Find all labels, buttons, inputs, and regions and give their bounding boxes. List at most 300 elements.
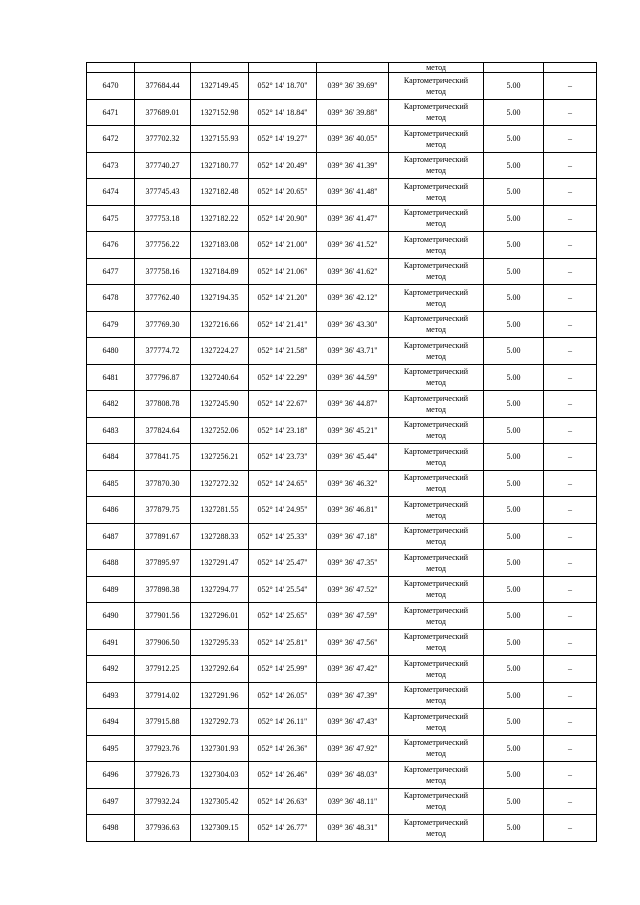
longitude-cell: 039° 36' 47.56"	[317, 629, 389, 656]
latitude-cell: 052° 14' 23.18"	[249, 417, 317, 444]
method-cell	[389, 285, 484, 312]
latitude-cell: 052° 14' 26.63"	[249, 788, 317, 815]
latitude-cell: 052° 14' 25.54"	[249, 576, 317, 603]
y-coordinate-cell: 1327281.55	[191, 497, 249, 524]
point-number-cell: 6490	[87, 603, 135, 630]
x-coordinate-cell: 377932.24	[135, 788, 191, 815]
accuracy-cell: 5.00	[484, 444, 544, 471]
table-row	[87, 629, 597, 656]
point-number-cell: 6484	[87, 444, 135, 471]
y-coordinate-cell: 1327224.27	[191, 338, 249, 365]
accuracy-cell: 5.00	[484, 709, 544, 736]
table-row	[87, 417, 597, 444]
method-line-1: Картометрический	[403, 420, 469, 430]
accuracy-cell: 5.00	[484, 735, 544, 762]
accuracy-cell: 5.00	[484, 682, 544, 709]
table-row	[87, 762, 597, 789]
latitude-cell: 052° 14' 25.33"	[249, 523, 317, 550]
method-cell	[389, 152, 484, 179]
note-cell: –	[544, 285, 597, 312]
method-line-1: Картометрический	[403, 393, 469, 403]
longitude-cell: 039° 36' 47.42"	[317, 656, 389, 683]
table-row	[87, 285, 597, 312]
method-line-1: Картометрический	[403, 75, 469, 85]
longitude-cell: 039° 36' 39.69"	[317, 73, 389, 100]
note-cell: –	[544, 126, 597, 153]
method-line-2: метод	[426, 139, 446, 149]
longitude-cell: 039° 36' 41.39"	[317, 152, 389, 179]
method-line-2: метод	[426, 86, 446, 96]
cell-empty	[135, 63, 191, 73]
table-row	[87, 152, 597, 179]
accuracy-cell: 5.00	[484, 576, 544, 603]
longitude-cell: 039° 36' 47.59"	[317, 603, 389, 630]
point-number-cell: 6492	[87, 656, 135, 683]
method-line-2: метод	[426, 643, 446, 653]
longitude-cell: 039° 36' 45.44"	[317, 444, 389, 471]
note-cell: –	[544, 762, 597, 789]
x-coordinate-cell: 377912.25	[135, 656, 191, 683]
method-line-1: Картометрический	[403, 711, 469, 721]
latitude-cell: 052° 14' 24.95"	[249, 497, 317, 524]
method-line-1: Картометрический	[403, 473, 469, 483]
method-cell	[389, 179, 484, 206]
x-coordinate-cell: 377870.30	[135, 470, 191, 497]
longitude-cell: 039° 36' 43.71"	[317, 338, 389, 365]
longitude-cell: 039° 36' 47.35"	[317, 550, 389, 577]
table-row	[87, 815, 597, 842]
coordinates-table	[86, 62, 597, 842]
note-cell: –	[544, 258, 597, 285]
latitude-cell: 052° 14' 20.90"	[249, 205, 317, 232]
x-coordinate-cell: 377901.56	[135, 603, 191, 630]
method-line-1: Картометрический	[403, 499, 469, 509]
accuracy-cell: 5.00	[484, 603, 544, 630]
method-cell	[389, 417, 484, 444]
longitude-cell: 039° 36' 41.52"	[317, 232, 389, 259]
longitude-cell: 039° 36' 48.11"	[317, 788, 389, 815]
method-cell	[389, 815, 484, 842]
note-cell: –	[544, 629, 597, 656]
note-cell: –	[544, 815, 597, 842]
cell-empty	[544, 63, 597, 73]
point-number-cell: 6471	[87, 99, 135, 126]
x-coordinate-cell: 377808.78	[135, 391, 191, 418]
method-cell	[389, 603, 484, 630]
point-number-cell: 6477	[87, 258, 135, 285]
latitude-cell: 052° 14' 21.00"	[249, 232, 317, 259]
method-line-1: Картометрический	[403, 314, 469, 324]
accuracy-cell: 5.00	[484, 656, 544, 683]
method-line-2: метод	[426, 298, 446, 308]
table-row	[87, 788, 597, 815]
x-coordinate-cell: 377906.50	[135, 629, 191, 656]
method-line-2: метод	[426, 563, 446, 573]
method-line-1: Картометрический	[403, 340, 469, 350]
method-line-2: метод	[426, 775, 446, 785]
x-coordinate-cell: 377762.40	[135, 285, 191, 312]
point-number-cell: 6475	[87, 205, 135, 232]
method-cell	[389, 444, 484, 471]
method-line-1: Картометрический	[403, 738, 469, 748]
method-line-2: метод	[426, 802, 446, 812]
method-cell	[389, 656, 484, 683]
y-coordinate-cell: 1327155.93	[191, 126, 249, 153]
cell-empty	[484, 63, 544, 73]
latitude-cell: 052° 14' 23.73"	[249, 444, 317, 471]
method-cell	[389, 311, 484, 338]
method-line-2: метод	[426, 669, 446, 679]
accuracy-cell: 5.00	[484, 338, 544, 365]
x-coordinate-cell: 377923.76	[135, 735, 191, 762]
latitude-cell: 052° 14' 22.29"	[249, 364, 317, 391]
cell-empty	[317, 63, 389, 73]
table-row	[87, 550, 597, 577]
latitude-cell: 052° 14' 18.84"	[249, 99, 317, 126]
method-cell	[389, 629, 484, 656]
method-cell	[389, 232, 484, 259]
method-line-1: Картометрический	[403, 155, 469, 165]
y-coordinate-cell: 1327301.93	[191, 735, 249, 762]
longitude-cell: 039° 36' 47.92"	[317, 735, 389, 762]
y-coordinate-cell: 1327296.01	[191, 603, 249, 630]
note-cell: –	[544, 338, 597, 365]
method-line-2: метод	[426, 166, 446, 176]
note-cell: –	[544, 682, 597, 709]
x-coordinate-cell: 377684.44	[135, 73, 191, 100]
method-cell	[389, 497, 484, 524]
accuracy-cell: 5.00	[484, 364, 544, 391]
cell-empty	[249, 63, 317, 73]
cell-empty	[87, 63, 135, 73]
method-line-1: Картометрический	[403, 446, 469, 456]
method-line-2: метод	[426, 113, 446, 123]
accuracy-cell: 5.00	[484, 417, 544, 444]
point-number-cell: 6478	[87, 285, 135, 312]
method-line-1: Картометрический	[403, 685, 469, 695]
y-coordinate-cell: 1327152.98	[191, 99, 249, 126]
x-coordinate-cell: 377915.88	[135, 709, 191, 736]
note-cell: –	[544, 550, 597, 577]
method-line-2: метод	[426, 696, 446, 706]
longitude-cell: 039° 36' 46.32"	[317, 470, 389, 497]
note-cell: –	[544, 497, 597, 524]
method-line-2: метод	[426, 272, 446, 282]
method-line-1: Картометрический	[403, 579, 469, 589]
method-cell	[389, 99, 484, 126]
point-number-cell: 6497	[87, 788, 135, 815]
table-body	[87, 63, 597, 842]
note-cell: –	[544, 417, 597, 444]
point-number-cell: 6473	[87, 152, 135, 179]
method-cell	[389, 576, 484, 603]
point-number-cell: 6485	[87, 470, 135, 497]
table-row	[87, 497, 597, 524]
accuracy-cell: 5.00	[484, 391, 544, 418]
x-coordinate-cell: 377898.38	[135, 576, 191, 603]
method-cell	[389, 709, 484, 736]
longitude-cell: 039° 36' 47.18"	[317, 523, 389, 550]
y-coordinate-cell: 1327292.73	[191, 709, 249, 736]
method-line-1: Картометрический	[403, 526, 469, 536]
method-cell	[389, 364, 484, 391]
x-coordinate-cell: 377796.87	[135, 364, 191, 391]
table-row	[87, 179, 597, 206]
method-line-2: метод	[426, 431, 446, 441]
table-row	[87, 656, 597, 683]
table-row	[87, 523, 597, 550]
latitude-cell: 052° 14' 26.77"	[249, 815, 317, 842]
y-coordinate-cell: 1327291.96	[191, 682, 249, 709]
method-line-1: Картометрический	[403, 128, 469, 138]
method-line-2: метод	[426, 484, 446, 494]
method-line-2: метод	[426, 510, 446, 520]
latitude-cell: 052° 14' 21.58"	[249, 338, 317, 365]
longitude-cell: 039° 36' 48.03"	[317, 762, 389, 789]
method-line-1: Картометрический	[403, 208, 469, 218]
y-coordinate-cell: 1327256.21	[191, 444, 249, 471]
x-coordinate-cell: 377936.63	[135, 815, 191, 842]
table-row	[87, 338, 597, 365]
longitude-cell: 039° 36' 48.31"	[317, 815, 389, 842]
y-coordinate-cell: 1327295.33	[191, 629, 249, 656]
point-number-cell: 6488	[87, 550, 135, 577]
method-line-1: Картометрический	[403, 552, 469, 562]
x-coordinate-cell: 377689.01	[135, 99, 191, 126]
method-cell	[389, 523, 484, 550]
table-row	[87, 709, 597, 736]
method-cell	[389, 682, 484, 709]
accuracy-cell: 5.00	[484, 470, 544, 497]
latitude-cell: 052° 14' 25.65"	[249, 603, 317, 630]
note-cell: –	[544, 603, 597, 630]
latitude-cell: 052° 14' 26.05"	[249, 682, 317, 709]
longitude-cell: 039° 36' 41.47"	[317, 205, 389, 232]
method-cell	[389, 73, 484, 100]
latitude-cell: 052° 14' 20.49"	[249, 152, 317, 179]
method-cell	[389, 470, 484, 497]
method-line-2: метод	[426, 616, 446, 626]
table-row	[87, 470, 597, 497]
longitude-cell: 039° 36' 44.87"	[317, 391, 389, 418]
method-line-2: метод	[426, 219, 446, 229]
note-cell: –	[544, 391, 597, 418]
y-coordinate-cell: 1327216.66	[191, 311, 249, 338]
latitude-cell: 052° 14' 26.11"	[249, 709, 317, 736]
longitude-cell: 039° 36' 44.59"	[317, 364, 389, 391]
accuracy-cell: 5.00	[484, 126, 544, 153]
method-line-1: Картометрический	[403, 658, 469, 668]
method-line-1: Картометрический	[403, 234, 469, 244]
table-row	[87, 99, 597, 126]
method-line-2: метод	[426, 457, 446, 467]
longitude-cell: 039° 36' 40.05"	[317, 126, 389, 153]
accuracy-cell: 5.00	[484, 285, 544, 312]
y-coordinate-cell: 1327309.15	[191, 815, 249, 842]
table-row	[87, 364, 597, 391]
method-line-1: Картометрический	[403, 764, 469, 774]
method-cell	[389, 258, 484, 285]
method-line-1: Картометрический	[403, 261, 469, 271]
y-coordinate-cell: 1327183.08	[191, 232, 249, 259]
longitude-cell: 039° 36' 47.39"	[317, 682, 389, 709]
note-cell: –	[544, 311, 597, 338]
note-cell: –	[544, 179, 597, 206]
longitude-cell: 039° 36' 41.48"	[317, 179, 389, 206]
method-line-1: Картометрический	[403, 605, 469, 615]
latitude-cell: 052° 14' 20.65"	[249, 179, 317, 206]
latitude-cell: 052° 14' 25.99"	[249, 656, 317, 683]
y-coordinate-cell: 1327288.33	[191, 523, 249, 550]
longitude-cell: 039° 36' 42.12"	[317, 285, 389, 312]
x-coordinate-cell: 377879.75	[135, 497, 191, 524]
x-coordinate-cell: 377702.32	[135, 126, 191, 153]
y-coordinate-cell: 1327240.64	[191, 364, 249, 391]
latitude-cell: 052° 14' 24.65"	[249, 470, 317, 497]
method-line-2: метод	[426, 325, 446, 335]
method-line-2: метод	[426, 404, 446, 414]
method-line-1: Картометрический	[403, 287, 469, 297]
longitude-cell: 039° 36' 43.30"	[317, 311, 389, 338]
y-coordinate-cell: 1327182.22	[191, 205, 249, 232]
method-line-1: Картометрический	[403, 181, 469, 191]
table-row	[87, 311, 597, 338]
latitude-cell: 052° 14' 21.41"	[249, 311, 317, 338]
latitude-cell: 052° 14' 22.67"	[249, 391, 317, 418]
method-line-1: Картометрический	[403, 367, 469, 377]
latitude-cell: 052° 14' 25.47"	[249, 550, 317, 577]
note-cell: –	[544, 73, 597, 100]
note-cell: –	[544, 364, 597, 391]
accuracy-cell: 5.00	[484, 497, 544, 524]
y-coordinate-cell: 1327304.03	[191, 762, 249, 789]
y-coordinate-cell: 1327294.77	[191, 576, 249, 603]
accuracy-cell: 5.00	[484, 523, 544, 550]
y-coordinate-cell: 1327291.47	[191, 550, 249, 577]
y-coordinate-cell: 1327194.35	[191, 285, 249, 312]
accuracy-cell: 5.00	[484, 179, 544, 206]
method-line-2: метод	[426, 590, 446, 600]
point-number-cell: 6496	[87, 762, 135, 789]
note-cell: –	[544, 205, 597, 232]
note-cell: –	[544, 576, 597, 603]
latitude-cell: 052° 14' 19.27"	[249, 126, 317, 153]
method-cell	[389, 550, 484, 577]
y-coordinate-cell: 1327272.32	[191, 470, 249, 497]
method-line-2: метод	[426, 245, 446, 255]
x-coordinate-cell: 377895.97	[135, 550, 191, 577]
x-coordinate-cell: 377914.02	[135, 682, 191, 709]
point-number-cell: 6476	[87, 232, 135, 259]
method-cell	[389, 391, 484, 418]
method-line-2: метод	[426, 537, 446, 547]
point-number-cell: 6482	[87, 391, 135, 418]
method-line-2: метод	[426, 351, 446, 361]
point-number-cell: 6491	[87, 629, 135, 656]
x-coordinate-cell: 377769.30	[135, 311, 191, 338]
method-line-1: Картометрический	[403, 632, 469, 642]
point-number-cell: 6495	[87, 735, 135, 762]
table-row	[87, 576, 597, 603]
method-cell	[389, 762, 484, 789]
longitude-cell: 039° 36' 41.62"	[317, 258, 389, 285]
table-row	[87, 126, 597, 153]
x-coordinate-cell: 377740.27	[135, 152, 191, 179]
accuracy-cell: 5.00	[484, 550, 544, 577]
note-cell: –	[544, 470, 597, 497]
x-coordinate-cell: 377824.64	[135, 417, 191, 444]
note-cell: –	[544, 656, 597, 683]
y-coordinate-cell: 1327305.42	[191, 788, 249, 815]
method-line-2: метод	[426, 192, 446, 202]
y-coordinate-cell: 1327182.48	[191, 179, 249, 206]
point-number-cell: 6480	[87, 338, 135, 365]
x-coordinate-cell: 377891.67	[135, 523, 191, 550]
method-line-2: метод	[426, 722, 446, 732]
table-row	[87, 735, 597, 762]
y-coordinate-cell: 1327184.89	[191, 258, 249, 285]
accuracy-cell: 5.00	[484, 762, 544, 789]
accuracy-cell: 5.00	[484, 258, 544, 285]
longitude-cell: 039° 36' 47.52"	[317, 576, 389, 603]
accuracy-cell: 5.00	[484, 152, 544, 179]
point-number-cell: 6483	[87, 417, 135, 444]
y-coordinate-cell: 1327149.45	[191, 73, 249, 100]
y-coordinate-cell: 1327180.77	[191, 152, 249, 179]
continuation-row	[87, 63, 597, 73]
table-row	[87, 205, 597, 232]
x-coordinate-cell: 377841.75	[135, 444, 191, 471]
note-cell: –	[544, 444, 597, 471]
x-coordinate-cell: 377756.22	[135, 232, 191, 259]
method-cell	[389, 338, 484, 365]
accuracy-cell: 5.00	[484, 629, 544, 656]
latitude-cell: 052° 14' 21.20"	[249, 285, 317, 312]
point-number-cell: 6494	[87, 709, 135, 736]
note-cell: –	[544, 709, 597, 736]
method-line-2: метод	[426, 749, 446, 759]
accuracy-cell: 5.00	[484, 205, 544, 232]
point-number-cell: 6493	[87, 682, 135, 709]
x-coordinate-cell: 377758.16	[135, 258, 191, 285]
x-coordinate-cell: 377745.43	[135, 179, 191, 206]
accuracy-cell: 5.00	[484, 815, 544, 842]
method-cell	[389, 126, 484, 153]
point-number-cell: 6487	[87, 523, 135, 550]
method-line-1: Картометрический	[403, 817, 469, 827]
table-row	[87, 73, 597, 100]
table-row	[87, 444, 597, 471]
method-tail-cell: метод	[389, 63, 484, 73]
x-coordinate-cell: 377774.72	[135, 338, 191, 365]
x-coordinate-cell: 377753.18	[135, 205, 191, 232]
longitude-cell: 039° 36' 46.81"	[317, 497, 389, 524]
point-number-cell: 6472	[87, 126, 135, 153]
y-coordinate-cell: 1327252.06	[191, 417, 249, 444]
point-number-cell: 6481	[87, 364, 135, 391]
longitude-cell: 039° 36' 47.43"	[317, 709, 389, 736]
note-cell: –	[544, 523, 597, 550]
method-line-1: Картометрический	[403, 102, 469, 112]
longitude-cell: 039° 36' 39.88"	[317, 99, 389, 126]
latitude-cell: 052° 14' 26.46"	[249, 762, 317, 789]
latitude-cell: 052° 14' 18.70"	[249, 73, 317, 100]
point-number-cell: 6486	[87, 497, 135, 524]
point-number-cell: 6474	[87, 179, 135, 206]
point-number-cell: 6470	[87, 73, 135, 100]
accuracy-cell: 5.00	[484, 788, 544, 815]
accuracy-cell: 5.00	[484, 311, 544, 338]
